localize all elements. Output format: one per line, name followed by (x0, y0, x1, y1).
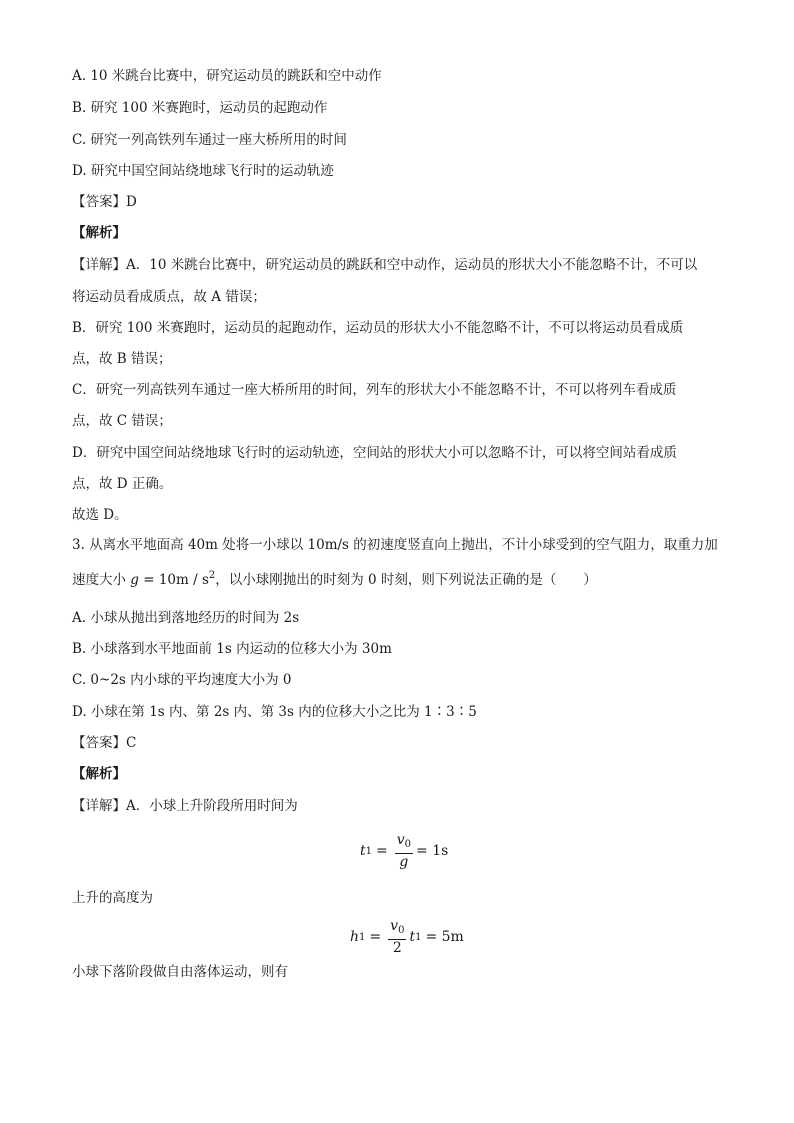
formula2-num-sub: 0 (398, 925, 405, 936)
q3-stem-g-value: = 10m / s (138, 572, 209, 588)
q2-option-c: C. 研究一列高铁列车通过一座大桥所用的时间 (72, 132, 347, 148)
q3-stem-g-exponent: 2 (208, 570, 216, 581)
q2-detail-line-9: 故选 D。 (72, 507, 128, 523)
formula1-numerator (395, 832, 413, 854)
q2-analysis-label: 【解析】 (72, 225, 126, 241)
formula2-numerator (388, 918, 406, 940)
q3-detail-line-3: 小球下落阶段做自由落体运动，则有 (72, 964, 288, 980)
formula2-lhs: h (350, 929, 360, 945)
q2-option-d: D. 研究中国空间站绕地球飞行时的运动轨迹 (72, 163, 334, 179)
q2-detail-line-5: C．研究一列高铁列车通过一座大桥所用的时间，列车的形状大小不能忽略不计，不可以将列车看成质 (72, 382, 677, 398)
formula1-lhs: t (360, 843, 366, 859)
q3-answer: 【答案】C (72, 735, 137, 751)
formula-rise-time (360, 832, 448, 870)
formula-rise-height (350, 918, 464, 956)
formula2-mid-sub: 1 (415, 931, 422, 943)
q3-detail-line-2: 上升的高度为 (72, 890, 153, 906)
q3-stem-line-2 (72, 566, 732, 590)
q3-detail-line-1: 【详解】A．小球上升阶段所用时间为 (72, 798, 298, 814)
q2-detail-line-7: D．研究中国空间站绕地球飞行时的运动轨迹，空间站的形状大小可以忽略不计，可以将空间站看成质 (72, 445, 677, 461)
q2-option-a: A. 10 米跳台比赛中，研究运动员的跳跃和空中动作 (72, 68, 382, 84)
formula2-denominator: 2 (392, 940, 402, 956)
formula2-num-var: v (390, 918, 399, 934)
formula1-fraction (395, 832, 413, 870)
q3-analysis-label: 【解析】 (72, 766, 126, 782)
q2-detail-line-6: 点，故 C 错误； (72, 413, 172, 429)
q3-stem-pre: 速度大小 (72, 572, 126, 588)
q3-option-d: D. 小球在第 1s 内、第 2s 内、第 3s 内的位移大小之比为 1∶3∶5 (72, 704, 477, 720)
formula1-denominator: g (399, 854, 409, 870)
q2-answer: 【答案】D (72, 194, 137, 210)
formula1-num-var: v (396, 832, 405, 848)
q3-option-a: A. 小球从抛出到落地经历的时间为 2s (72, 610, 300, 626)
q3-stem-g-symbol: g (130, 572, 139, 588)
formula2-fraction (388, 918, 406, 956)
q3-stem-post: ，以小球刚抛出的时刻为 0 时刻，则下列说法正确的是（ ） (215, 572, 597, 588)
q3-stem-line-1: 3. 从离水平地面高 40m 处将一小球以 10m/s 的初速度竖直向上抛出，不计小球受到的空气阻力，取重力加 (72, 537, 718, 553)
q2-option-b: B. 研究 100 米赛跑时，运动员的起跑动作 (72, 100, 328, 116)
formula1-num-sub: 0 (404, 839, 412, 850)
q2-detail-line-1: 【详解】A．10 米跳台比赛中，研究运动员的跳跃和空中动作，运动员的形状大小不能忽略不计，不可以 (72, 257, 698, 273)
q3-option-b: B. 小球落到水平地面前 1s 内运动的位移大小为 30m (72, 641, 392, 657)
q2-detail-line-8: 点，故 D 正确。 (72, 476, 173, 492)
q2-detail-line-4: 点，故 B 错误； (72, 351, 172, 367)
q2-detail-line-2: 将运动员看成质点，故 A 错误； (72, 289, 266, 305)
formula2-lhs-sub: 1 (359, 931, 366, 943)
formula2-mid: t (409, 929, 416, 945)
q2-detail-line-3: B．研究 100 米赛跑时，运动员的起跑动作，运动员的形状大小不能忽略不计，不可以将运动员看成质 (72, 320, 684, 336)
formula1-lhs-sub: 1 (365, 845, 373, 857)
formula1-equals: = (376, 843, 388, 859)
q3-option-c: C. 0~2s 内小球的平均速度大小为 0 (72, 672, 292, 688)
formula1-rhs: = 1s (416, 843, 449, 859)
formula2-equals: = (369, 929, 382, 945)
formula2-rhs: = 5m (425, 929, 464, 945)
